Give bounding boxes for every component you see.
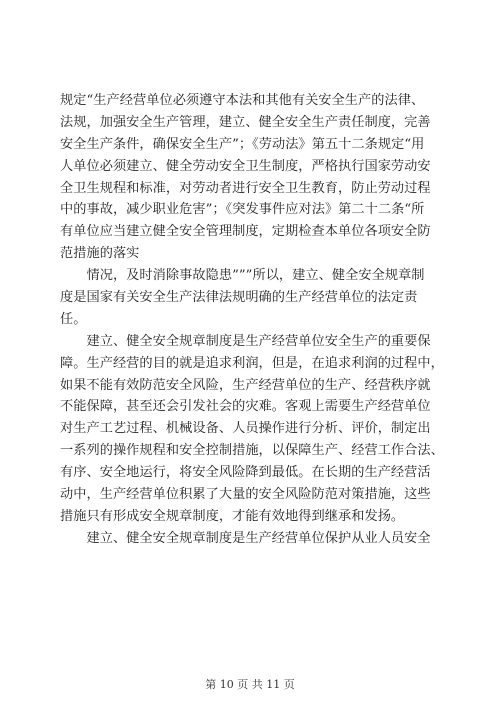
text-line: 情况，及时消除事故隐患”””所以，建立、健全安全规章制 bbox=[60, 268, 425, 284]
text-line: 障。生产经营的目的就是追求利润，但是，在追求利润的过程中， bbox=[60, 355, 444, 371]
text-line: 一系列的操作规程和安全控制措施，以保障生产、经营工作合法、 bbox=[60, 443, 444, 459]
text-line: 如果不能有效防范安全风险，生产经营单位的生产、经营秩序就 bbox=[60, 377, 431, 393]
text-line: 中的事故，减少职业危害”；《突发事件应对法》第二十二条“所 bbox=[60, 202, 425, 218]
text-line: 任。 bbox=[60, 311, 87, 327]
text-line: 措施只有形成安全规章制度，才能有效地得到继承和发扬。 bbox=[60, 508, 405, 524]
text-line: 人单位必须建立、健全劳动安全卫生制度，严格执行国家劳动安 bbox=[60, 158, 431, 174]
text-line: 有单位应当建立健全安全管理制度，定期检查本单位各项安全防 bbox=[60, 224, 431, 240]
text-line: 建立、健全安全规章制度是生产经营单位保护从业人员安全 bbox=[60, 530, 431, 546]
text-line: 安全生产条件，确保安全生产”；《劳动法》第五十二条规定“用 bbox=[60, 136, 425, 152]
text-line: 度是国家有关安全生产法律法规明确的生产经营单位的法定责 bbox=[60, 290, 418, 306]
text-line: 法规，加强安全生产管理，建立、健全安全生产责任制度，完善 bbox=[60, 114, 431, 130]
text-line: 不能保障，甚至还会引发社会的灾难。客观上需要生产经营单位 bbox=[60, 399, 431, 415]
text-line: 动中，生产经营单位积累了大量的安全风险防范对策措施，这些 bbox=[60, 487, 431, 503]
text-line: 全卫生规程和标准，对劳动者进行安全卫生教育，防止劳动过程 bbox=[60, 180, 431, 196]
page-number-footer: 第 10 页 共 11 页 bbox=[205, 678, 295, 691]
text-line: 规定“生产经营单位必须遵守本法和其他有关安全生产的法律、 bbox=[60, 93, 425, 108]
text-line: 范措施的落实 bbox=[60, 246, 140, 262]
text-line: 建立、健全安全规章制度是生产经营单位安全生产的重要保 bbox=[60, 333, 431, 349]
text-line: 对生产工艺过程、机械设备、人员操作进行分析、评价，制定出 bbox=[60, 421, 431, 437]
text-line: 有序、安全地运行，将安全风险降到最低。在长期的生产经营活 bbox=[60, 465, 431, 481]
document-body bbox=[60, 90, 445, 550]
